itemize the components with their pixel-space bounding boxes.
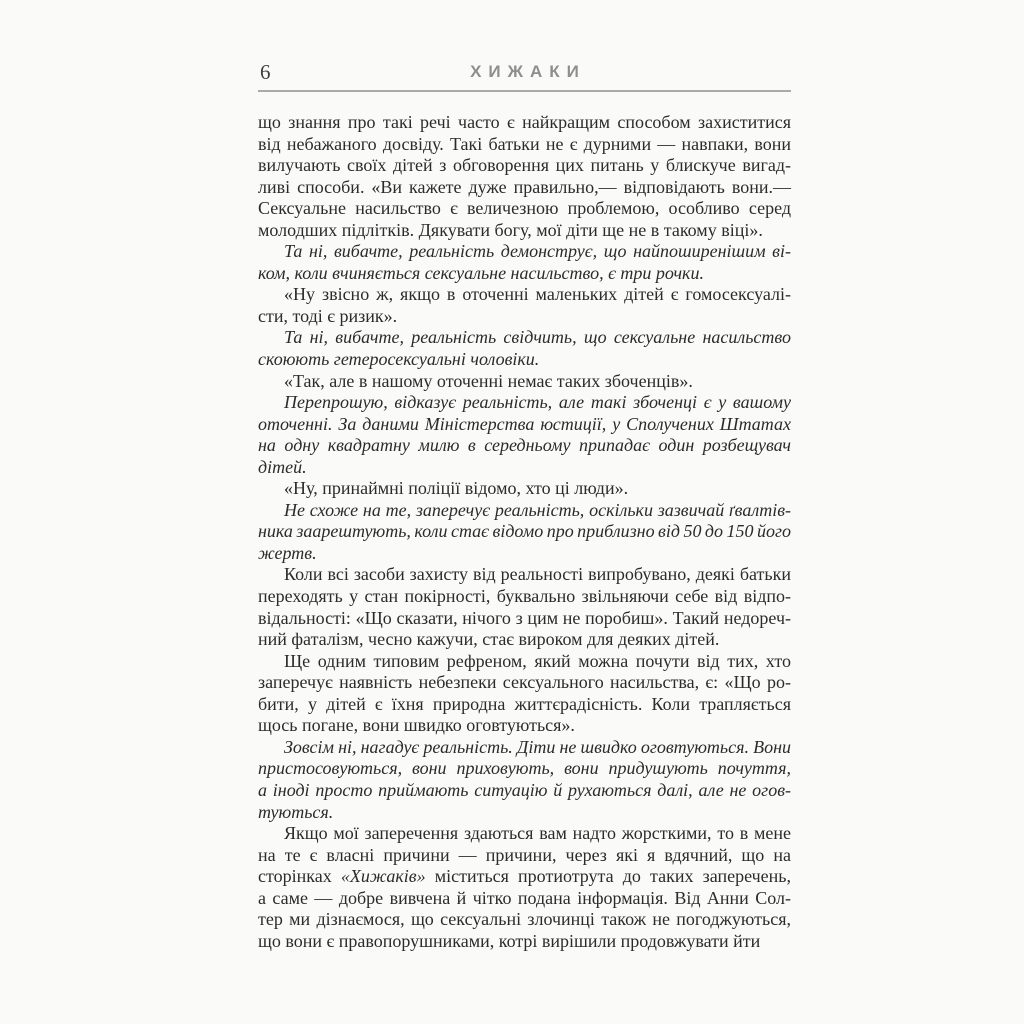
text-line: Та ні, вибачте, реальність свідчить, що сексуальне насильство xyxy=(284,327,791,348)
text-line: Перепрошую, відказує реальність, але такі збоченці є у вашому xyxy=(284,392,791,413)
text-line: скоюють гетеросексуальні чоловіки. xyxy=(258,349,540,370)
text-line: Сексуальне насильство є величезною проблемою, особливо серед xyxy=(258,198,791,219)
text-line: на одну квадратну милю в середньому припадає один розбещувач xyxy=(258,435,791,456)
paragraph xyxy=(258,478,791,500)
text-line: дітей. xyxy=(258,456,307,477)
body-text xyxy=(258,112,791,952)
paragraph xyxy=(258,284,791,327)
text-line: сти, тоді є ризик». xyxy=(258,305,398,326)
page-number: 6 xyxy=(260,60,271,84)
text-line: Ще одним типовим рефреном, який можна почути від тих, хто xyxy=(284,650,791,671)
paragraph xyxy=(258,823,791,952)
text-line: оточенні. За даними Міністерства юстиції, у Сполучених Штатах xyxy=(258,413,791,434)
text-line: пристосовуються, вони приховують, вони придушують почуття, xyxy=(258,758,791,779)
text-line: тер ми дізнаємося, що сексуальні злочинці також не погоджуються, xyxy=(258,909,791,930)
paragraph xyxy=(258,651,791,737)
paragraph xyxy=(258,371,791,393)
text-line: переходять у стан покірності, буквально звільняючи себе від відпо- xyxy=(258,586,791,607)
text-line: ком, коли вчиняється сексуальне насильство, є три рочки. xyxy=(258,262,704,283)
paragraph xyxy=(258,737,791,823)
text-line: молодших підлітків. Дякувати богу, мої діти ще не в такому віці». xyxy=(258,219,763,240)
text-line: Та ні, вибачте, реальність демонструє, що найпоширенішим ві- xyxy=(284,241,791,262)
text-line: Коли всі засоби захисту від реальності випробувано, деякі батьки xyxy=(284,564,791,585)
text-line: Якщо мої заперечення здаються вам надто жорсткими, то в мене xyxy=(284,823,791,844)
text-line: Не схоже на те, заперечує реальність, оскільки зазвичай ґвалтів- xyxy=(284,499,791,520)
text-line: туються. xyxy=(258,801,334,822)
text-line: «Ну, принаймні поліції відомо, хто ці люди». xyxy=(284,478,629,499)
paragraph xyxy=(258,241,791,284)
text-line: ника заарештують, коли стає відомо про приблизно від 50 до 150 його xyxy=(258,521,791,542)
paragraph xyxy=(258,392,791,478)
text-line: на те є власні причини — причини, через які я вдячний, що на xyxy=(258,844,791,865)
text-line: від небажаного досвіду. Такі батьки не є дурними — навпаки, вони xyxy=(258,133,791,154)
running-title: ХИЖАКИ xyxy=(470,62,586,81)
text-line: «Ну звісно ж, якщо в оточенні маленьких дітей є гомосексуалі- xyxy=(284,284,791,305)
text-line: Зовсім ні, нагадує реальність. Діти не швидко оговтуються. Вони xyxy=(284,736,791,757)
text-line: сторінках «Хижаків» міститься протиотрута до таких заперечень, xyxy=(258,866,792,887)
text-line: жертв. xyxy=(258,542,317,563)
paragraph xyxy=(258,564,791,650)
text-line: відальності: «Що сказати, нічого з цим не поробиш». Такий недореч- xyxy=(258,607,791,628)
text-line: заперечує наявність небезпеки сексуального насильства, є: «Що ро- xyxy=(258,672,791,693)
paragraph xyxy=(258,112,791,241)
page-header xyxy=(258,54,791,92)
text-line: вилучають своїх дітей з обговорення цих питань у блискуче вигад- xyxy=(258,155,791,176)
text-line: що вони є правопорушниками, котрі вирішили продовжувати йти xyxy=(258,930,761,951)
text-line: а саме — добре вивчена й чітко подана інформація. Від Анни Сол- xyxy=(258,887,791,908)
text-line: «Так, але в нашому оточенні немає таких збоченців». xyxy=(284,370,693,391)
text-line: ливі способи. «Ви кажете дуже правильно,— відповідають вони.— xyxy=(258,176,791,197)
text-line: ний фаталізм, чесно кажучи, стає вироком для деяких дітей. xyxy=(258,629,720,650)
text-line: що знання про такі речі часто є найкращим способом захиститися xyxy=(258,112,791,132)
text-line: щось погане, вони швидко оговтуються». xyxy=(258,715,575,736)
paragraph xyxy=(258,500,791,565)
text-line: бити, у дітей є їхня природна життєрадісність. Коли трапляється xyxy=(258,693,791,714)
text-line: а іноді просто приймають ситуацію й рухаються далі, але не огов- xyxy=(258,779,791,800)
paragraph xyxy=(258,327,791,370)
